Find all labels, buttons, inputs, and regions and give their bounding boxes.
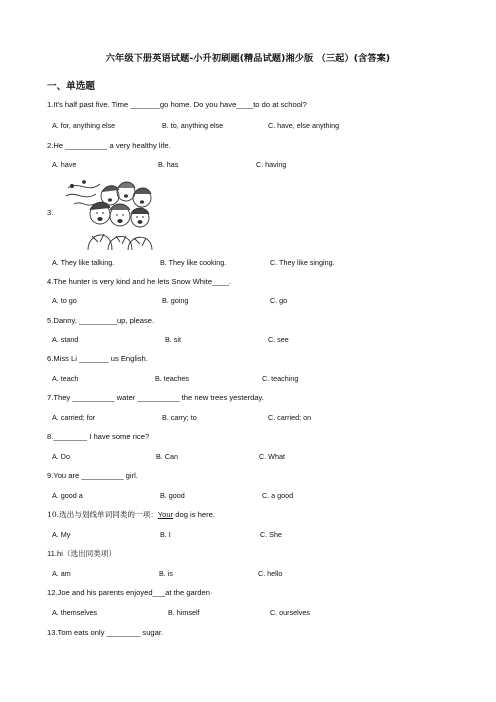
question-10-stem [47,510,215,520]
question-12-option-a: A. themselves [52,608,98,617]
question-13-stem: 13.Tom eats only ________ sugar. [47,628,164,637]
question-9-option-a: A. good a [52,491,83,500]
question-2-option-b: B. has [158,160,179,169]
question-11-option-a: A. am [52,569,71,578]
singing-children-picture [64,176,160,250]
question-9-option-c: C. a good [262,491,294,500]
question-2-option-a: A. have [52,160,77,169]
question-3-option-c: C. They like singing. [270,258,335,267]
question-3-stem: 3. [47,208,54,217]
question-7-option-c: C. carried; on [268,413,312,422]
question-11-prefix: 11.hi [47,549,63,558]
question-8-option-b: B. Can [156,452,178,461]
question-1-stem: 1.It's half past five. Time _______go home. Do you have____to do at school? [47,100,307,109]
question-5-option-b: B. sit [165,335,181,344]
question-4-option-a: A. to go [52,296,77,305]
question-6-option-b: B. teaches [155,374,189,383]
question-2-option-c: C. having [256,160,287,169]
question-11-stem [47,549,116,559]
question-5-option-c: C. see [268,335,289,344]
question-10-option-b: B. I [160,530,171,539]
question-7-option-a: A. carried; for [52,413,96,422]
question-1-option-c: C. have, else anything [268,121,340,130]
question-12-option-b: B. himself [168,608,200,617]
question-3-option-b: B. They like cooking. [160,258,227,267]
question-10-underlined-word: Your [157,510,174,519]
question-9-stem: 9.You are __________ girl. [47,471,138,480]
question-1-option-a: A. for, anything else [52,121,116,130]
question-5-stem: 5.Danny, _________up, please. [47,316,155,325]
question-8-stem: 8.________ I have some rice? [47,432,150,441]
question-12-stem: 12.Joe and his parents enjoyed___at the garden· [47,588,213,597]
document-title: 六年级下册英语试题-小升初刷题(精品试题)湘少版 （三起）(含答案) [105,53,391,64]
question-5-option-a: A. stand [52,335,79,344]
question-11-option-c: C. hello [258,569,283,578]
question-10-suffix: dog is here. [173,510,215,519]
question-6-option-c: C. teaching [262,374,299,383]
question-4-option-b: B. going [162,296,189,305]
question-2-stem: 2.He __________ a very healthy life. [47,141,171,150]
question-1-option-b: B. to, anything else [162,121,224,130]
question-3-option-a: A. They like talking. [52,258,115,267]
question-8-option-c: C. What [259,452,285,461]
question-12-option-c: C. ourselves [270,608,310,617]
question-11-option-b: B. is [159,569,173,578]
question-10-option-c: C. She [260,530,282,539]
question-10-option-a: A. My [52,530,71,539]
question-10-prefix: 10.选出与划线单词同类的一项： [47,510,158,519]
question-4-option-c: C. go [270,296,288,305]
question-6-stem: 6.Miss Li _______ us English. [47,354,148,363]
question-4-stem: 4.The hunter is very kind and he lets Snow White____. [47,277,232,286]
question-8-option-a: A. Do [52,452,70,461]
question-11-note: （选出同类项） [62,549,117,558]
question-7-option-b: B. carry; to [162,413,197,422]
section-heading: 一、单选题 [47,81,95,92]
question-7-stem: 7.They __________ water __________ the new trees yesterday. [47,393,264,402]
question-9-option-b: B. good [160,491,185,500]
question-6-option-a: A. teach [52,374,79,383]
